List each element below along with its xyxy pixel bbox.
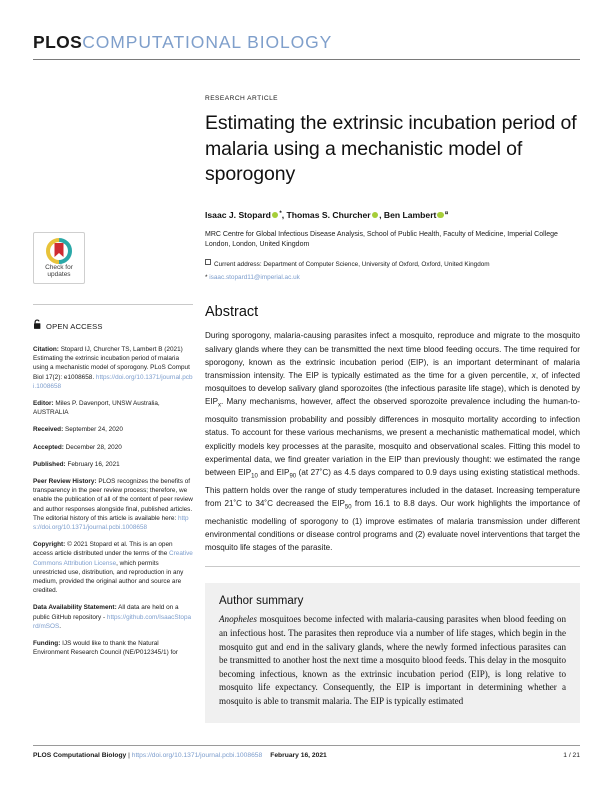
peer-review-entry — [33, 477, 193, 532]
footer-journal: PLOS Computational Biology — [33, 752, 127, 759]
logo-plos-text: PLOS — [33, 32, 83, 52]
citation-entry — [33, 345, 193, 391]
copyright-text-2: , which permits unrestricted use, distribution, and reproduction in any medium, provided the original author and source are credited. — [33, 559, 184, 595]
masthead-divider — [33, 59, 580, 60]
funding-label: Funding: — [33, 640, 61, 648]
abstract-sub-10: 10 — [251, 473, 258, 480]
masthead — [33, 34, 580, 60]
author-summary-heading: Author summary — [219, 595, 304, 608]
footer-divider — [33, 745, 580, 746]
received-label: Received: — [33, 426, 64, 434]
orcid-icon[interactable] — [372, 212, 379, 219]
citation-text: Stopard IJ, Churcher TS, Lambert B (2021) Estimating the extrinsic incubation period of malaria using a mechanistic model of sporogony. PLoS Comput Biol 17(2): e1008658. — [33, 346, 190, 381]
crossmark-label-line2: updates — [47, 271, 71, 279]
data-availability-text-2: . — [59, 622, 62, 630]
received-entry — [33, 425, 193, 434]
accepted-text: December 28, 2020 — [63, 443, 122, 451]
open-access-badge[interactable] — [33, 317, 193, 335]
abstract-text — [205, 329, 580, 554]
author-name[interactable]: Thomas S. Churcher — [286, 209, 371, 220]
abstract-sub-x: x — [218, 402, 222, 409]
affiliation: MRC Centre for Global Infectious Disease Analysis, School of Public Health, Faculty of Medicine, Imperial College London, London, United Kingdom — [205, 230, 558, 248]
accepted-entry — [33, 443, 193, 452]
published-label: Published: — [33, 460, 66, 468]
sidebar-metadata — [33, 232, 193, 665]
footer-row — [33, 752, 580, 759]
received-text: September 24, 2020 — [63, 426, 123, 434]
current-address-text: Current address: Department of Computer Science, University of Oxford, Oxford, United Kingdom — [214, 260, 490, 268]
author-mark: * — [279, 210, 282, 217]
crossmark-icon — [46, 238, 72, 264]
funding-text: IJS would like to thank the Natural Environment Research Council (NE/P012345/1) for — [33, 640, 178, 657]
abstract-part-2: , of infected mosquitoes to develop salivary gland sporozoites (the infectious parasite life stage), which is denoted by EIP — [205, 370, 580, 407]
author-summary-body: mosquitoes become infected with malaria-causing parasites when blood feeding on an infectious host. The parasites then reproduce via a number of life stages, which begin in the mosquito gut and end in the salivary glands, where the newly formed infectious parasites can be transmitted to another host the next time a mosquito blood feeds. This delay in the mosquito becoming infectious, known as the extrinsic incubation period (EIP), is long relative to mosquito life expectancy. Consequently, the EIP is important in determining whether a mosquito is able to transmit malaria. The EIP is typically estimated — [219, 614, 566, 706]
article-main — [205, 95, 580, 723]
published-entry — [33, 460, 193, 469]
open-padlock-icon — [33, 317, 42, 335]
abstract-italic-x: x — [531, 370, 536, 380]
crossmark-badge[interactable] — [33, 232, 85, 284]
author-separator: , — [379, 209, 384, 220]
peer-review-text: PLOS recognizes the benefits of transparency in the peer review process; therefore, we enable the publication of all of the content of peer review and author responses alongside final, published articles. The editorial history of this article is available here: — [33, 478, 193, 522]
footer-left — [33, 752, 327, 759]
author-separator: , — [281, 209, 287, 220]
author-name[interactable]: Ben Lambert — [383, 209, 437, 220]
page-footer — [33, 745, 580, 759]
orcid-icon[interactable] — [437, 212, 444, 219]
citation-doi-link[interactable]: https://doi.org/10.1371/journal.pcbi.1008658 — [33, 373, 193, 390]
corresponding-email-link[interactable]: isaac.stopard11@imperial.ac.uk — [209, 273, 300, 281]
editor-text: Miles P. Davenport, UNSW Australia, AUSTRALIA — [33, 400, 160, 417]
sidebar-meta-block — [33, 345, 193, 657]
logo-journal-text: COMPUTATIONAL BIOLOGY — [82, 32, 333, 52]
current-address-note — [205, 259, 580, 269]
peer-review-link[interactable]: https://doi.org/10.1371/journal.pcbi.1008658 — [33, 514, 189, 532]
author-summary-text — [219, 613, 566, 708]
crossmark-label — [34, 264, 84, 279]
accepted-label: Accepted: — [33, 443, 64, 451]
journal-logo[interactable] — [33, 34, 580, 52]
abstract-sub-50: 50 — [344, 504, 352, 511]
data-availability-text-1: All data are held on a public GitHub repository - — [33, 604, 179, 621]
published-text: February 16, 2021 — [65, 460, 120, 468]
address-mark-icon — [205, 259, 211, 265]
open-access-label: OPEN ACCESS — [46, 321, 103, 331]
abstract-part-6: from 16.1 to 8.8 days. Our work highlights the importance of mechanistic modelling of sporogony to (1) improve estimates of malaria transmission under different environmental conditions or disease control programs and (2) evaluate novel interventions that target the mosquito life stages of the parasite. — [205, 498, 580, 553]
article-type-kicker: RESEARCH ARTICLE — [205, 95, 279, 102]
data-availability-label: Data Availability Statement: — [33, 604, 117, 612]
author-summary-italic-lead: Anopheles — [219, 614, 257, 625]
copyright-entry — [33, 540, 193, 595]
corresponding-prefix: * — [205, 273, 210, 281]
orcid-icon[interactable] — [272, 210, 282, 219]
copyright-text-1: © 2021 Stopard et al. This is an open access article distributed under the terms of the — [33, 541, 173, 558]
author-entry — [205, 210, 287, 220]
funding-entry — [33, 639, 193, 657]
editor-entry — [33, 399, 193, 417]
footer-date: February 16, 2021 — [270, 752, 327, 759]
abstract-part-4: and EIP — [257, 467, 290, 477]
author-list — [205, 208, 580, 221]
sidebar-divider — [33, 304, 193, 305]
author-entry — [384, 210, 448, 220]
author-name[interactable]: Isaac J. Stopard — [205, 209, 271, 220]
data-availability-entry — [33, 603, 193, 631]
footer-doi-link[interactable]: https://doi.org/10.1371/journal.pcbi.1008658 — [131, 752, 263, 759]
abstract-divider — [205, 566, 580, 567]
author-mark: ¤ — [444, 210, 449, 217]
author-entry — [287, 210, 384, 220]
peer-review-label: Peer Review History: — [33, 478, 97, 486]
author-summary-box — [205, 583, 580, 722]
crossmark-label-line1: Check for — [45, 263, 73, 271]
abstract-part-5: (at 27˚C) as 4.5 days compared to 0.9 days using existing statistical methods. This pattern holds over the range of study temperatures included in the dataset. Increasing temperature from 21˚C to 34˚C decreased the EIP — [205, 467, 580, 508]
data-availability-link[interactable]: https://github.com/IsaacStopard/mSOS — [33, 613, 192, 630]
abstract-part-1: During sporogony, malaria-causing parasites infect a mosquito, reproduce and migrate to the mosquito salivary glands where they can be transmitted the next time blood feeding occurs. The time required for sporogony, known as the extrinsic incubation period (EIP), is an important determinant of malaria transmission intensity. The EIP is typically estimated as the time for a given percentile, — [205, 331, 580, 380]
citation-label: Citation: — [33, 346, 59, 353]
abstract-part-3: . Many mechanisms, however, affect the observed sporozoite prevalence including the human-to-mosquito transmission probability and possibly differences in mosquito mortality according to infection status. To account for these various mechanisms, we present a mechanistic mathematical model, which explicitly models key processes at the parasite, mosquito and observational scales. Fitting this model to experimental data, we find greater variation in the EIP than previously thought: we estimated the range between EIP — [205, 397, 580, 477]
abstract-sub-90: 90 — [289, 473, 297, 480]
abstract-heading: Abstract — [205, 304, 259, 321]
page-title: Estimating the extrinsic incubation period of malaria using a mechanistic model of sporogony — [205, 112, 577, 185]
copyright-label: Copyright: — [33, 541, 66, 549]
corresponding-author-note — [205, 273, 580, 282]
footer-page-number: 1 / 21 — [563, 752, 580, 759]
copyright-license-link[interactable]: Creative Commons Attribution License — [33, 550, 193, 567]
editor-label: Editor: — [33, 400, 54, 408]
footer-separator: | — [126, 752, 132, 759]
